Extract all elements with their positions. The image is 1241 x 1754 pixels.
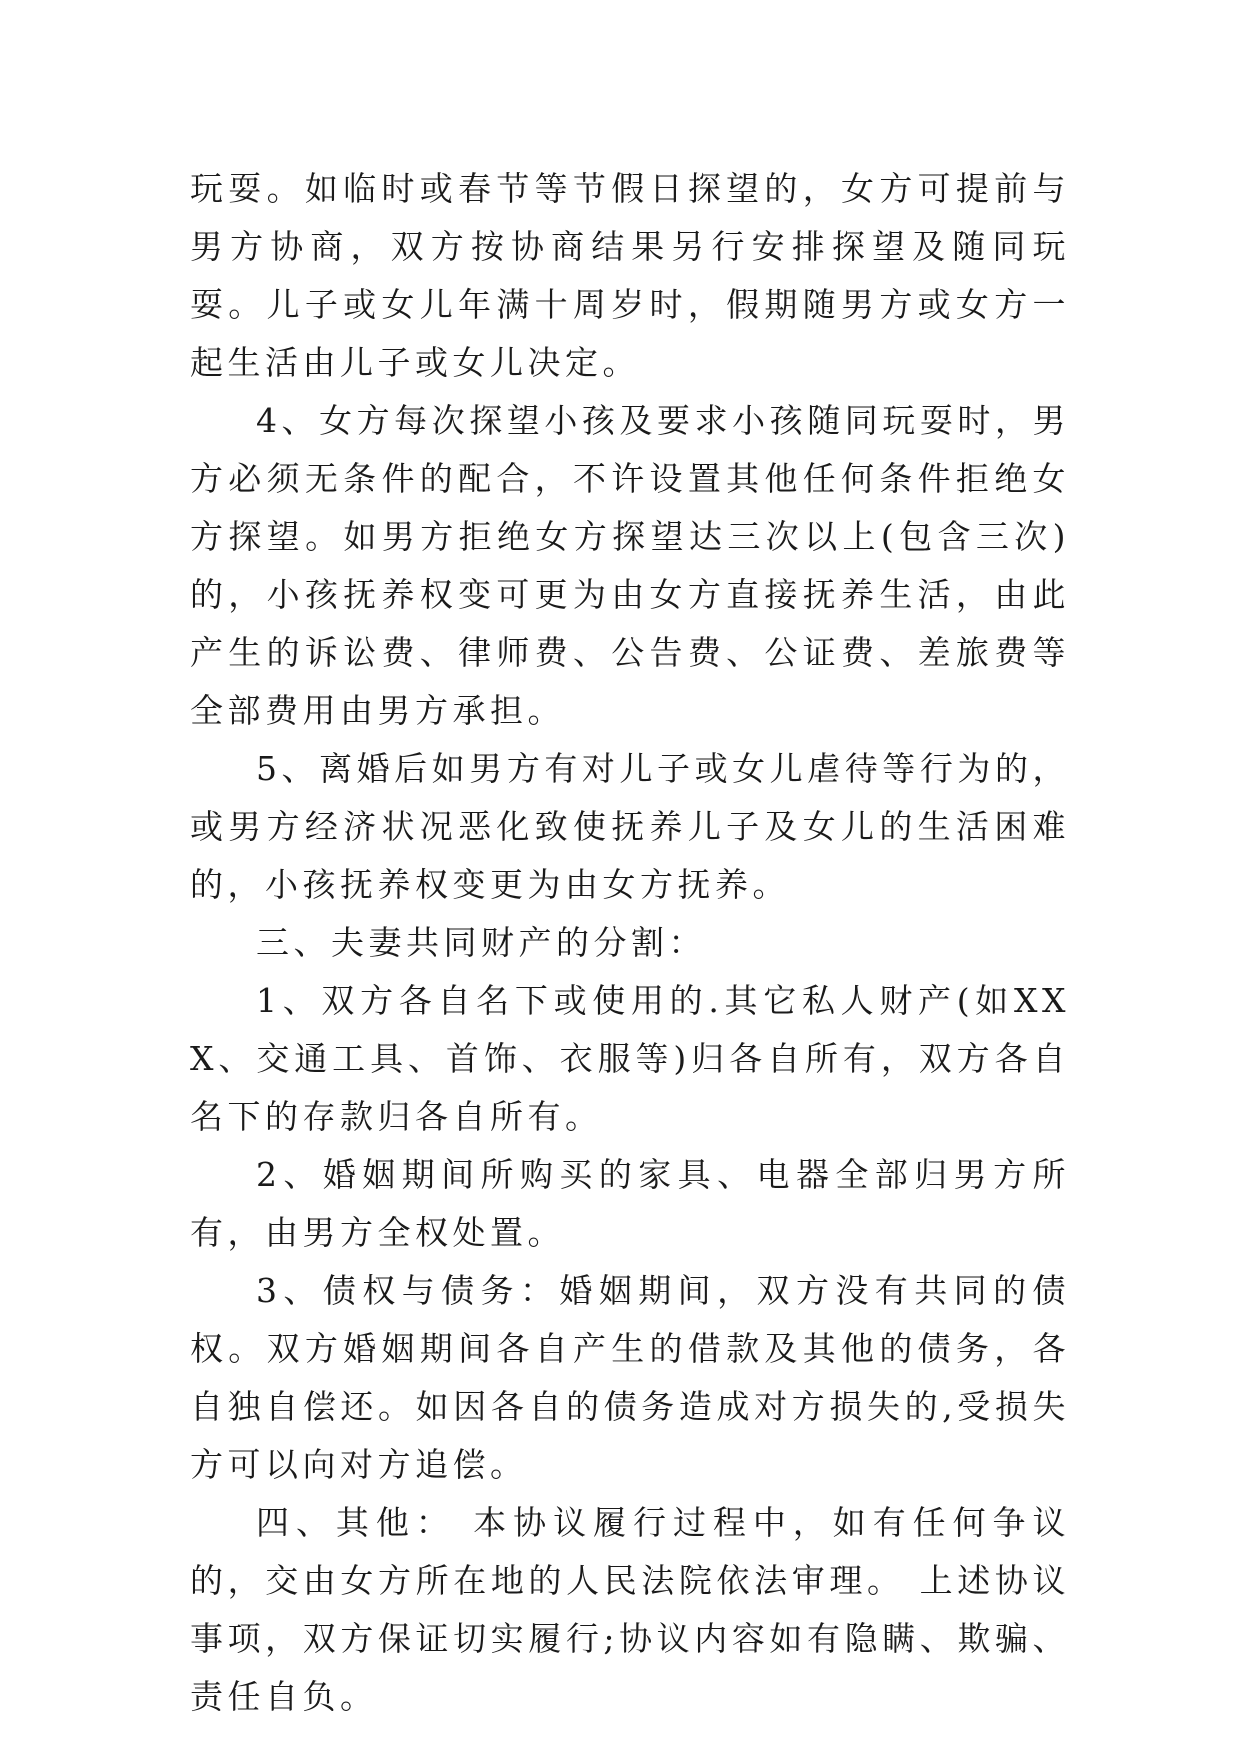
paragraph-property-3: 3、债权与债务：婚姻期间，双方没有共同的债权。双方婚姻期间各自产生的借款及其他的债务，各自独自偿还。如因各自的债务造成对方损失的,受损失方可以向对方追偿。 [190,1271,1070,1484]
paragraph-visitation-continued: 玩耍。如临时或春节等节假日探望的，女方可提前与男方协商，双方按协商结果另行安排探望及随同玩耍。儿子或女儿年满十周岁时，假期随男方或女方一起生活由儿子或女儿决定。 [190,169,1070,382]
paragraph-property-2: 2、婚姻期间所购买的家具、电器全部归男方所有，由男方全权处置。 [190,1155,1070,1252]
section-other: 四、其他： 本协议履行过程中，如有任何争议的，交由女方所在地的人民法院依法审理。 上述协议事项，双方保证切实履行;协议内容如有隐瞒、欺骗、责任自负。 [190,1503,1070,1716]
document-body [190,160,1070,1726]
paragraph-clause-5: 5、离婚后如男方有对儿子或女儿虐待等行为的，或男方经济状况恶化致使抚养儿子及女儿的生活困难的，小孩抚养权变更为由女方抚养。 [190,749,1070,904]
section-heading-property: 三、夫妻共同财产的分割： [256,923,706,962]
paragraph-clause-4: 4、女方每次探望小孩及要求小孩随同玩耍时，男方必须无条件的配合，不许设置其他任何条件拒绝女方探望。如男方拒绝女方探望达三次以上(包含三次)的，小孩抚养权变可更为由女方直接抚养生活，由此产生的诉讼费、律师费、公告费、公证费、差旅费等全部费用由男方承担。 [190,401,1070,730]
paragraph-property-1: 1、双方各自名下或使用的.其它私人财产(如XXX、交通工具、首饰、衣服等)归各自所有，双方各自名下的存款归各自所有。 [190,981,1070,1136]
